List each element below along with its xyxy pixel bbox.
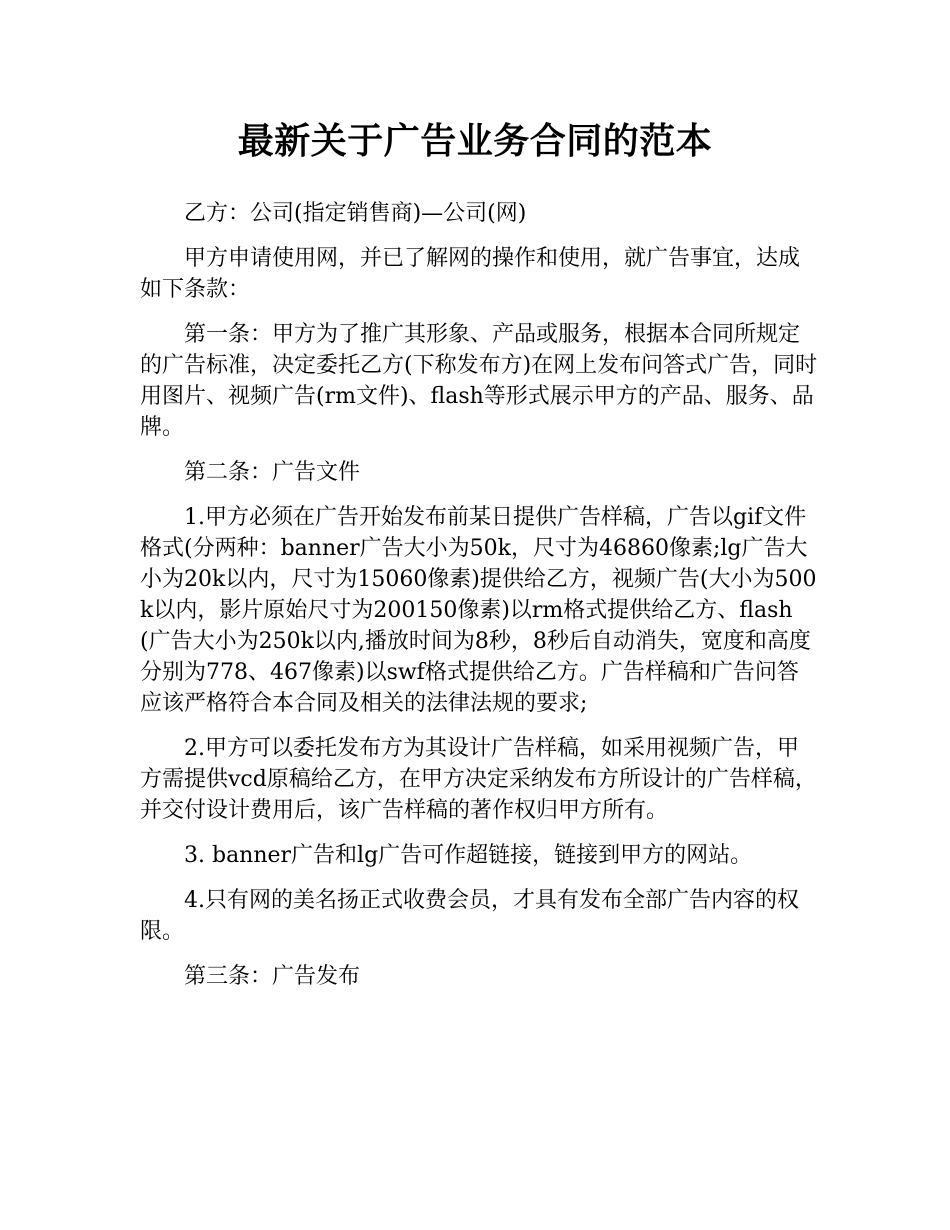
document-title: 最新关于广告业务合同的范本 — [237, 121, 713, 162]
intro-paragraph: 甲方申请使用网，并已了解网的操作和使用，就广告事宜，达成如下条款： — [140, 246, 801, 302]
article-2-item-2: 2.甲方可以委托发布方为其设计广告样稿，如采用视频广告，甲方需提供vcd原稿给乙方，在甲方决定采纳发布方所设计的广告样稿，并交付设计费用后，该广告样稿的著作权归甲方所有。 — [140, 736, 817, 823]
party-b-line: 乙方：公司(指定销售商)—公司(网) — [184, 201, 527, 226]
article-2-item-3: 3. banner广告和lg广告可作超链接，链接到甲方的网站。 — [184, 843, 753, 868]
article-3-heading: 第三条：广告发布 — [184, 964, 361, 989]
article-2-heading: 第二条：广告文件 — [184, 460, 361, 485]
article-2-item-4: 4.只有网的美名扬正式收费会员，才具有发布全部广告内容的权限。 — [140, 888, 799, 944]
document-body — [140, 198, 820, 1006]
article-1-paragraph: 第一条：甲方为了推广其形象、产品或服务，根据本合同所规定的广告标准，决定委托乙方(下称发布方)在网上发布问答式广告，同时用图片、视频广告(rm文件)、flash等形式展示甲方的产品、服务、品牌。 — [140, 322, 818, 440]
article-2-item-1: 1.甲方必须在广告开始发布前某日提供广告样稿，广告以gif文件格式(分两种：banner广告大小为50k，尺寸为46860像素;lg广告大小为20k以内，尺寸为15060像素)提供给乙方，视频广告(大小为500k以内，影片原始尺寸为200150像素)以rm格式提供给乙方、flash(广告大小为250k以内,播放时间为8秒，8秒后自动消失，宽度和高度分别为778、467像素)以swf格式提供给乙方。广告样稿和广告问答应该严格符合本合同及相关的法律法规的要求; — [140, 505, 817, 716]
